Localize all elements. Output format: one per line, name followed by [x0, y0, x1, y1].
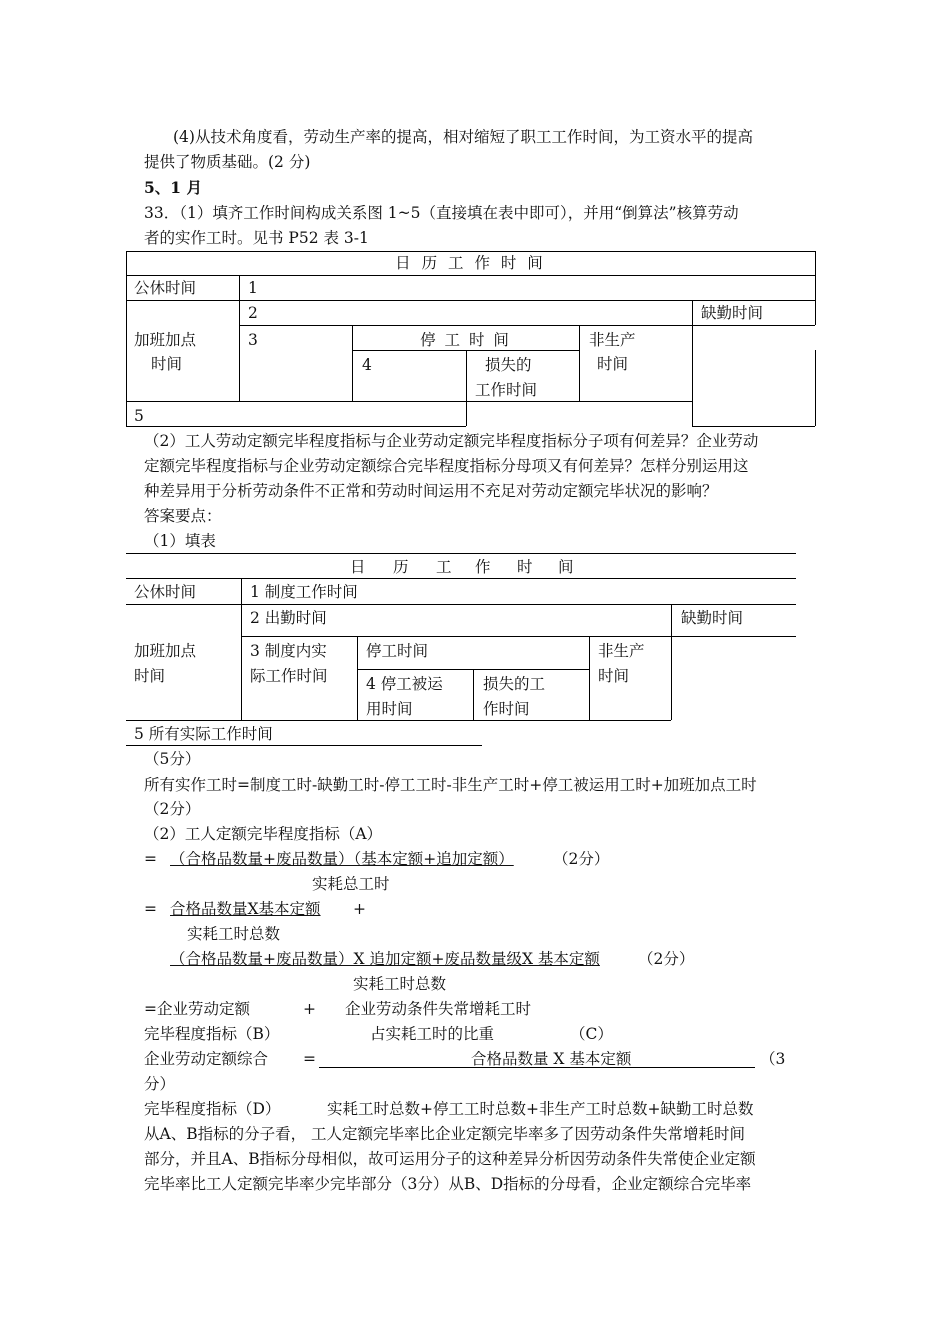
table-header-char: 历 [393, 558, 409, 576]
cell-stoppage-used: 用时间 [366, 700, 413, 718]
fraction-denominator: 实耗工时总数 [187, 925, 281, 943]
score: （2分） [144, 800, 201, 818]
score: （2分） [638, 950, 695, 968]
cell-lost-time: 损失的 [485, 356, 532, 374]
paragraph-line: 从A、B指标的分子看， 工人定额完毕率比企业定额完毕率多了因劳动条件失常增耗时间 [144, 1125, 746, 1143]
cell-stoppage: 停 工 时 间 [420, 331, 511, 349]
table-header-char: 作 [475, 558, 491, 576]
cell-holiday: 公休时间 [134, 583, 197, 601]
answer-heading: 答案要点： [144, 507, 222, 525]
cell-absence: 缺勤时间 [681, 609, 744, 627]
equals-sign: = [144, 900, 157, 918]
cell-attendance: 2 出勤时间 [250, 609, 327, 627]
plus-sign: + [303, 1000, 316, 1018]
cell-number: 1 [248, 279, 258, 297]
cell-absence: 缺勤时间 [701, 304, 764, 322]
cell-all-actual: 5 所有实际工作时间 [134, 725, 273, 743]
cell-number: 5 [134, 407, 144, 425]
cell-overtime: 加班加点 [134, 642, 197, 660]
formula-text: 企业劳动定额综合 [144, 1050, 269, 1068]
table-header-char: 时 [517, 558, 533, 576]
fraction-denominator: 实耗工时总数 [353, 975, 447, 993]
cell-lost-time: 作时间 [483, 700, 530, 718]
table-header-char: 间 [558, 558, 574, 576]
equals-sign: = [144, 850, 157, 868]
formula-text: 完毕程度指标（B） [144, 1025, 280, 1043]
cell-nonproductive: 时间 [597, 355, 629, 373]
cell-stoppage-used: 4 停工被运 [366, 675, 443, 693]
score: （5分） [144, 750, 201, 768]
plus-sign: + [353, 900, 366, 918]
cell-overtime: 时间 [151, 355, 183, 373]
cell-nonproductive: 非生产 [589, 331, 636, 349]
cell-overtime: 加班加点 [134, 331, 197, 349]
fraction-numerator: 合格品数量 Ⅹ 基本定额 [471, 1050, 632, 1068]
cell-actual-work: 3 制度内实 [250, 642, 327, 660]
label-indicator-a: （2）工人定额完毕程度指标（A） [144, 825, 383, 843]
cell-actual-work: 际工作时间 [250, 667, 328, 685]
formula-text: =企业劳动定额 [144, 1000, 250, 1018]
question-line: （2）工人劳动定额完毕程度指标与企业劳动定额完毕程度指标分子项有何差异？企业劳动 [144, 432, 759, 450]
cell-system-time: 1 制度工作时间 [250, 583, 358, 601]
table-header-char: 日 [350, 558, 366, 576]
score: （2分） [553, 850, 610, 868]
formula-total: 所有实作工时=制度工时-缺勤工时-停工工时-非生产工时+停工被运用工时+加班加点工时 [144, 776, 757, 794]
paragraph-line: 提供了物质基础。(2 分) [144, 153, 311, 171]
question-line: 者的实作工时。见书 P52 表 3-1 [144, 229, 369, 247]
paragraph-line: 部分，并且A、B指标分母相似，故可运用分子的这种差异分析因劳动条件失常使企业定额 [144, 1150, 756, 1168]
section-heading: 5、1 月 [144, 178, 202, 197]
cell-lost-time: 损失的工 [483, 675, 546, 693]
cell-number: 4 [362, 356, 372, 374]
cell-stoppage: 停工时间 [366, 642, 429, 660]
cell-lost-time: 工作时间 [475, 381, 538, 399]
fraction-numerator: （合格品数量+废品数量）（基本定额+追加定额） [170, 850, 514, 868]
formula-text: 占实耗工时的比重 [370, 1025, 495, 1043]
question-line: 种差异用于分析劳动条件不正常和劳动时间运用不充足对劳动定额完毕状况的影响？ [144, 482, 718, 500]
cell-number: 3 [248, 331, 258, 349]
fraction-numerator: 合格品数量Ⅹ基本定额 [170, 900, 321, 918]
fraction-numerator: （合格品数量+废品数量）Ⅹ 追加定额+废品数量级Ⅹ 基本定额 [170, 950, 600, 968]
cell-nonproductive: 时间 [598, 667, 630, 685]
cell-nonproductive: 非生产 [598, 642, 645, 660]
fraction-denominator: 实耗工时总数+停工工时总数+非生产工时总数+缺勤工时总数 [327, 1100, 754, 1118]
cell-number: 2 [248, 304, 258, 322]
question-line: 33．（1）填齐工作时间构成关系图 1~5（直接填在表中即可），并用“倒算法”核算劳动 [144, 204, 739, 222]
table-header: 日 历 工 作 时 间 [395, 254, 546, 272]
equals-sign: = [303, 1050, 316, 1068]
formula-text: （C） [570, 1025, 613, 1043]
score: （3 [760, 1050, 786, 1068]
cell-holiday: 公休时间 [134, 279, 197, 297]
paragraph-line: 完毕率比工人定额完毕率少完毕部分（3分）从B、D指标的分母看，企业定额综合完毕率 [144, 1175, 752, 1193]
fraction-denominator: 实耗总工时 [312, 875, 390, 893]
formula-text: 完毕程度指标（D） [144, 1100, 281, 1118]
score: 分） [144, 1075, 176, 1093]
cell-overtime: 时间 [134, 667, 166, 685]
question-line: 定额完毕程度指标与企业劳动定额综合完毕程度指标分母项又有何差异？怎样分别运用这 [144, 457, 749, 475]
fill-heading: （1）填表 [144, 532, 216, 550]
table-header-char: 工 [436, 558, 452, 576]
paragraph-line: (4)从技术角度看，劳动生产率的提高，相对缩短了职工工作时间，为工资水平的提高 [173, 128, 753, 146]
formula-text: 企业劳动条件失常增耗工时 [345, 1000, 532, 1018]
